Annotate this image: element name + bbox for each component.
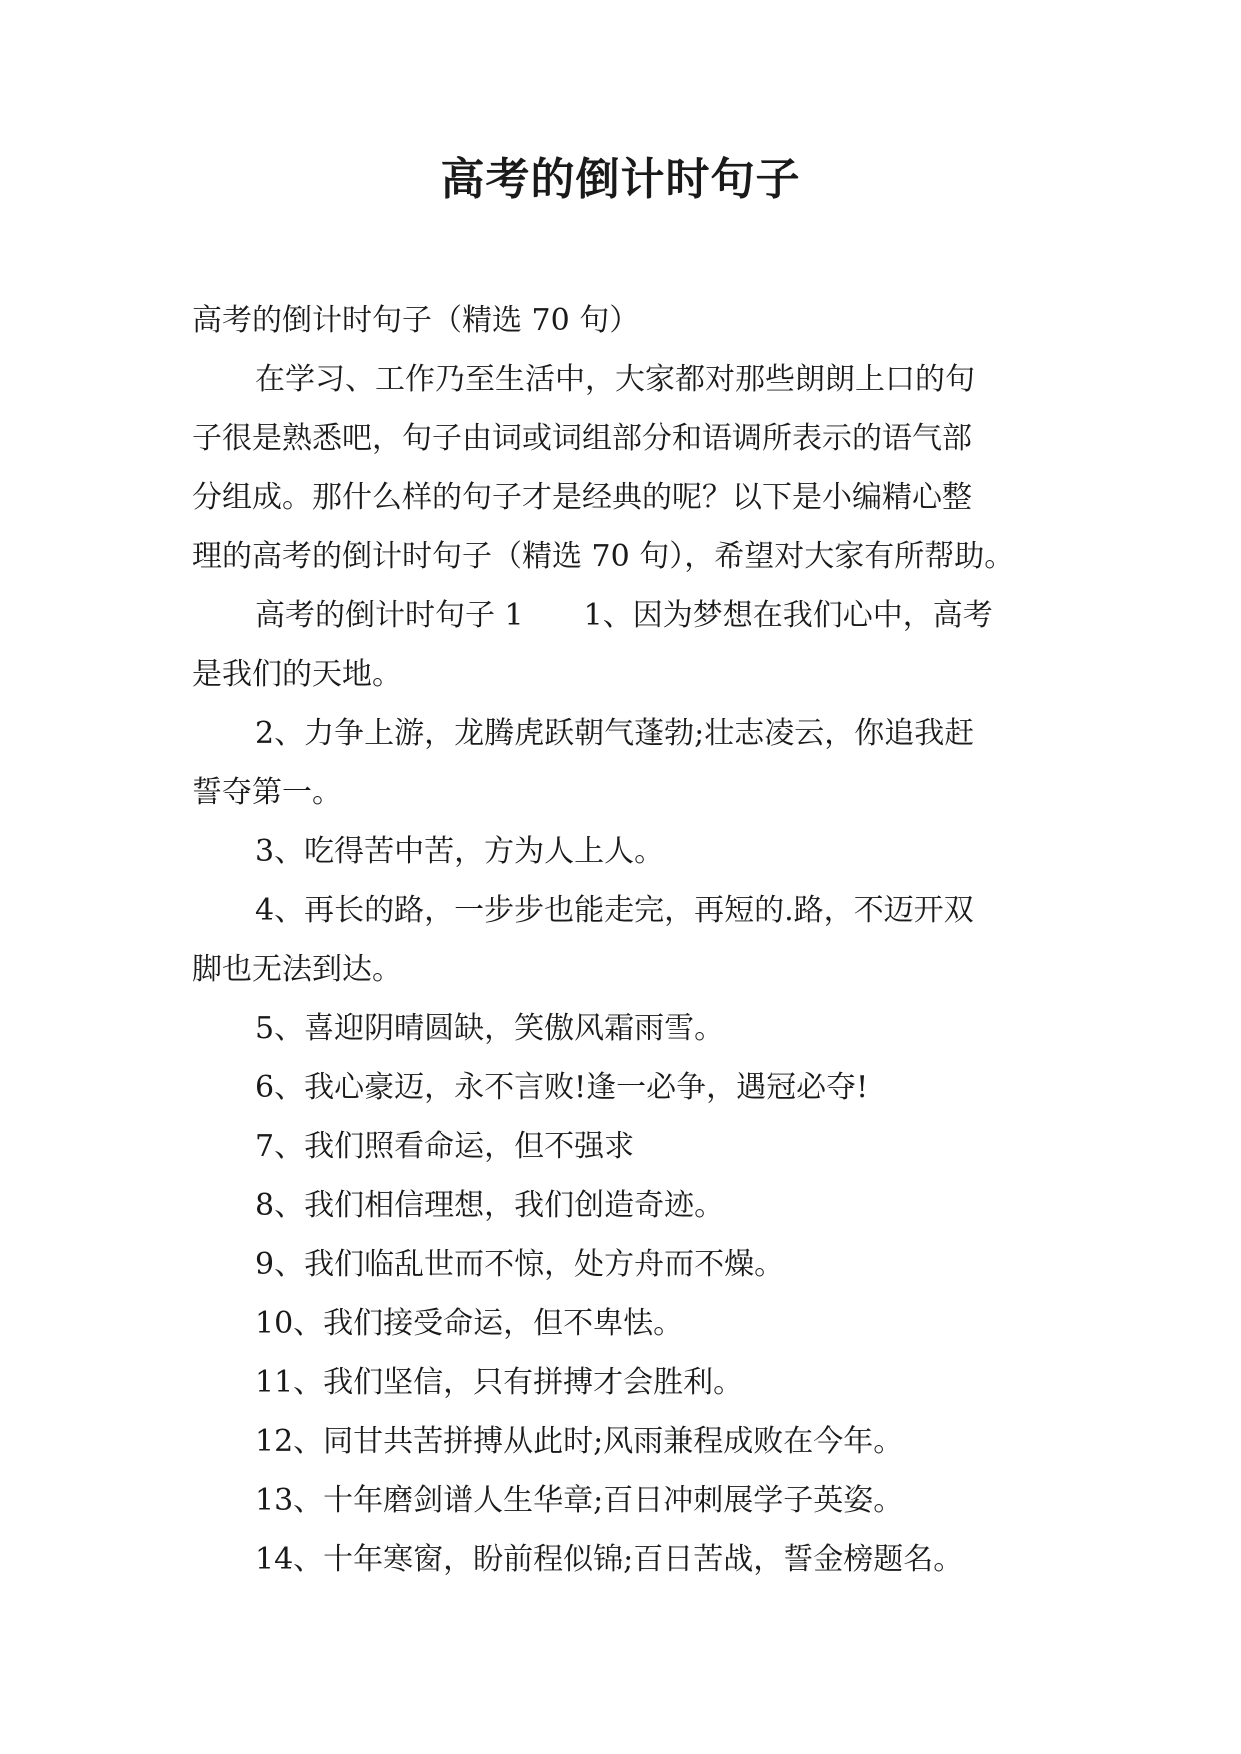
document-title: 高考的倒计时句子	[440, 154, 801, 205]
list-item: 1、因为梦想在我们心中，高考	[583, 598, 993, 633]
list-item: 4、再长的路，一步步也能走完，再短的.路，不迈开双	[255, 893, 974, 928]
list-item-continuation: 誓夺第一。	[192, 775, 342, 810]
list-item: 13、十年磨剑谱人生华章;百日冲刺展学子英姿。	[255, 1483, 904, 1518]
list-item: 11、我们坚信，只有拼搏才会胜利。	[255, 1365, 744, 1400]
intro-line: 分组成。那什么样的句子才是经典的呢？以下是小编精心整	[192, 480, 972, 515]
document-body	[192, 291, 1062, 1589]
list-item: 2、力争上游，龙腾虎跃朝气蓬勃;壮志凌云，你追我赶	[255, 716, 975, 751]
list-item: 9、我们临乱世而不惊，处方舟而不燥。	[255, 1247, 785, 1282]
document-subtitle: 高考的倒计时句子（精选 70 句）	[192, 303, 640, 338]
list-item-continuation: 是我们的天地。	[192, 657, 402, 692]
list-item: 6、我心豪迈，永不言败!逢一必争，遇冠必夺!	[255, 1070, 869, 1105]
intro-line: 在学习、工作乃至生活中，大家都对那些朗朗上口的句	[255, 362, 975, 397]
section-heading-line	[192, 586, 1062, 645]
list-item: 3、吃得苦中苦，方为人上人。	[255, 834, 665, 869]
intro-line: 子很是熟悉吧，句子由词或词组部分和语调所表示的语气部	[192, 421, 972, 456]
list-item: 5、喜迎阴晴圆缺，笑傲风霜雨雪。	[255, 1011, 725, 1046]
intro-line: 理的高考的倒计时句子（精选 70 句），希望对大家有所帮助。	[192, 539, 1015, 574]
list-item: 10、我们接受命运，但不卑怯。	[255, 1306, 684, 1341]
list-item: 12、同甘共苦拼搏从此时;风雨兼程成败在今年。	[255, 1424, 904, 1459]
list-item-continuation: 脚也无法到达。	[192, 952, 402, 987]
section-heading: 高考的倒计时句子 1	[255, 598, 524, 633]
list-item: 8、我们相信理想，我们创造奇迹。	[255, 1188, 725, 1223]
list-item: 7、我们照看命运，但不强求	[255, 1129, 635, 1164]
list-item: 14、十年寒窗，盼前程似锦;百日苦战，誓金榜题名。	[255, 1542, 964, 1577]
